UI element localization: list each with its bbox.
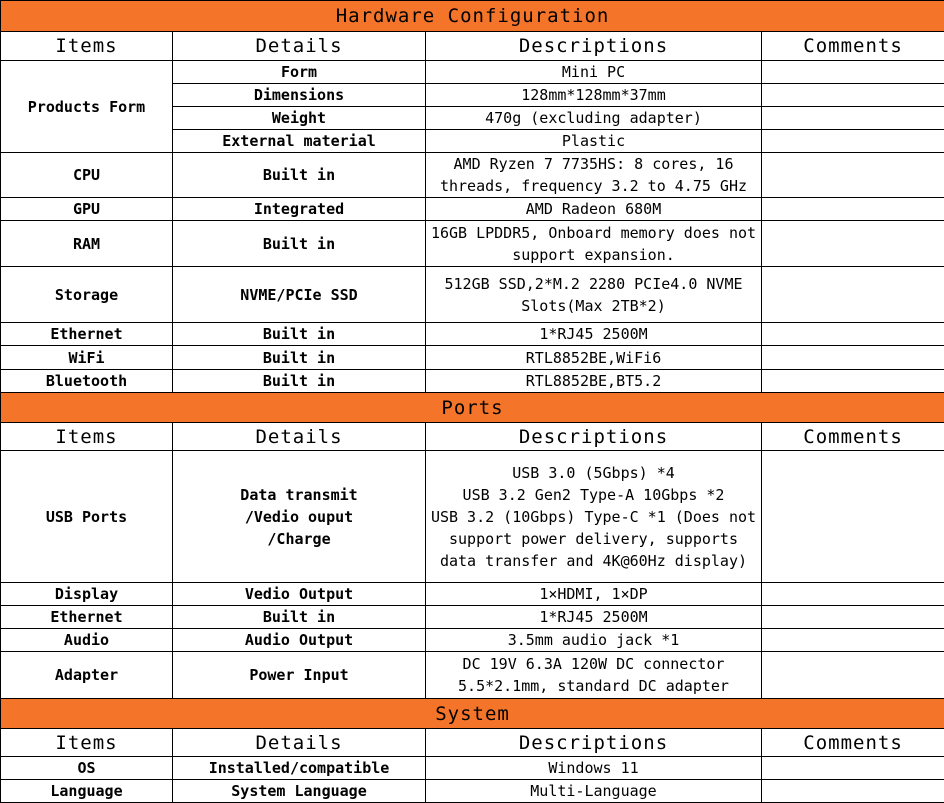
- table-row: [1, 370, 944, 393]
- item-audio: Audio: [1, 629, 173, 652]
- item-adapter: Adapter: [1, 652, 173, 699]
- section-header-hardware: Hardware Configuration: [1, 1, 944, 32]
- detail-weight: Weight: [173, 107, 426, 130]
- detail-ram: Built in: [173, 221, 426, 267]
- comment-cell: [762, 323, 944, 346]
- table-row: [1, 652, 944, 699]
- item-ram: RAM: [1, 221, 173, 267]
- column-header-row: [1, 423, 944, 451]
- table-row: [1, 583, 944, 606]
- comment-cell: [762, 61, 944, 84]
- item-ethernet: Ethernet: [1, 323, 173, 346]
- column-header-details: Details: [173, 423, 426, 451]
- desc-external-material: Plastic: [426, 130, 762, 153]
- desc-language: Multi-Language: [426, 780, 762, 803]
- item-gpu: GPU: [1, 198, 173, 221]
- item-storage: Storage: [1, 267, 173, 323]
- comment-cell: [762, 370, 944, 393]
- detail-form: Form: [173, 61, 426, 84]
- desc-bluetooth: RTL8852BE,BT5.2: [426, 370, 762, 393]
- desc-cpu: AMD Ryzen 7 7735HS: 8 cores, 16 threads, frequency 3.2 to 4.75 GHz: [426, 153, 762, 198]
- column-header-items: Items: [1, 32, 173, 61]
- comment-cell: [762, 198, 944, 221]
- detail-language: System Language: [173, 780, 426, 803]
- section-header-system: System: [1, 699, 944, 729]
- table-row: [1, 153, 944, 198]
- desc-port-ethernet: 1*RJ45 2500M: [426, 606, 762, 629]
- item-os: OS: [1, 757, 173, 780]
- detail-cpu: Built in: [173, 153, 426, 198]
- table-row: [1, 451, 944, 583]
- column-header-items: Items: [1, 729, 173, 757]
- desc-usb-ports: USB 3.0 (5Gbps) *4 USB 3.2 Gen2 Type-A 10Gbps *2 USB 3.2 (10Gbps) Type-C *1 (Does not support power delivery, supports data transfer and 4K@60Hz display): [426, 451, 762, 583]
- desc-gpu: AMD Radeon 680M: [426, 198, 762, 221]
- comment-cell: [762, 346, 944, 370]
- desc-storage: 512GB SSD,2*M.2 2280 PCIe4.0 NVME Slots(Max 2TB*2): [426, 267, 762, 323]
- comment-cell: [762, 652, 944, 699]
- item-products-form: Products Form: [1, 61, 173, 153]
- desc-form: Mini PC: [426, 61, 762, 84]
- desc-display: 1×HDMI, 1×DP: [426, 583, 762, 606]
- detail-dimensions: Dimensions: [173, 84, 426, 107]
- item-wifi: WiFi: [1, 346, 173, 370]
- comment-cell: [762, 107, 944, 130]
- comment-cell: [762, 583, 944, 606]
- desc-ram: 16GB LPDDR5, Onboard memory does not support expansion.: [426, 221, 762, 267]
- column-header-comments: Comments: [762, 729, 944, 757]
- table-row: [1, 198, 944, 221]
- table-row: [1, 606, 944, 629]
- detail-external-material: External material: [173, 130, 426, 153]
- comment-cell: [762, 84, 944, 107]
- column-header-comments: Comments: [762, 32, 944, 61]
- detail-display: Vedio Output: [173, 583, 426, 606]
- comment-cell: [762, 780, 944, 803]
- column-header-details: Details: [173, 729, 426, 757]
- column-header-descriptions: Descriptions: [426, 32, 762, 61]
- table-row: [1, 629, 944, 652]
- table-row: [1, 323, 944, 346]
- detail-gpu: Integrated: [173, 198, 426, 221]
- comment-cell: [762, 606, 944, 629]
- column-header-row: [1, 729, 944, 757]
- detail-os: Installed/compatible: [173, 757, 426, 780]
- section-header-ports: Ports: [1, 393, 944, 423]
- table-row: [1, 221, 944, 267]
- detail-storage: NVME/PCIe SSD: [173, 267, 426, 323]
- desc-audio: 3.5mm audio jack *1: [426, 629, 762, 652]
- detail-adapter: Power Input: [173, 652, 426, 699]
- item-language: Language: [1, 780, 173, 803]
- desc-dimensions: 128mm*128mm*37mm: [426, 84, 762, 107]
- column-header-details: Details: [173, 32, 426, 61]
- item-usb-ports: USB Ports: [1, 451, 173, 583]
- detail-usb-ports: Data transmit /Vedio ouput /Charge: [173, 451, 426, 583]
- desc-weight: 470g (excluding adapter): [426, 107, 762, 130]
- item-port-ethernet: Ethernet: [1, 606, 173, 629]
- item-cpu: CPU: [1, 153, 173, 198]
- column-header-descriptions: Descriptions: [426, 729, 762, 757]
- comment-cell: [762, 153, 944, 198]
- desc-adapter: DC 19V 6.3A 120W DC connector 5.5*2.1mm, standard DC adapter: [426, 652, 762, 699]
- comment-cell: [762, 757, 944, 780]
- detail-port-ethernet: Built in: [173, 606, 426, 629]
- desc-ethernet: 1*RJ45 2500M: [426, 323, 762, 346]
- item-display: Display: [1, 583, 173, 606]
- column-header-items: Items: [1, 423, 173, 451]
- comment-cell: [762, 451, 944, 583]
- table-row: [1, 757, 944, 780]
- desc-wifi: RTL8852BE,WiFi6: [426, 346, 762, 370]
- table-row: [1, 61, 944, 84]
- table-row: [1, 780, 944, 803]
- comment-cell: [762, 130, 944, 153]
- item-bluetooth: Bluetooth: [1, 370, 173, 393]
- comment-cell: [762, 267, 944, 323]
- comment-cell: [762, 221, 944, 267]
- comment-cell: [762, 629, 944, 652]
- table-row: [1, 346, 944, 370]
- detail-bluetooth: Built in: [173, 370, 426, 393]
- column-header-descriptions: Descriptions: [426, 423, 762, 451]
- detail-audio: Audio Output: [173, 629, 426, 652]
- detail-ethernet: Built in: [173, 323, 426, 346]
- desc-os: Windows 11: [426, 757, 762, 780]
- column-header-row: [1, 32, 944, 61]
- detail-wifi: Built in: [173, 346, 426, 370]
- table-row: [1, 267, 944, 323]
- column-header-comments: Comments: [762, 423, 944, 451]
